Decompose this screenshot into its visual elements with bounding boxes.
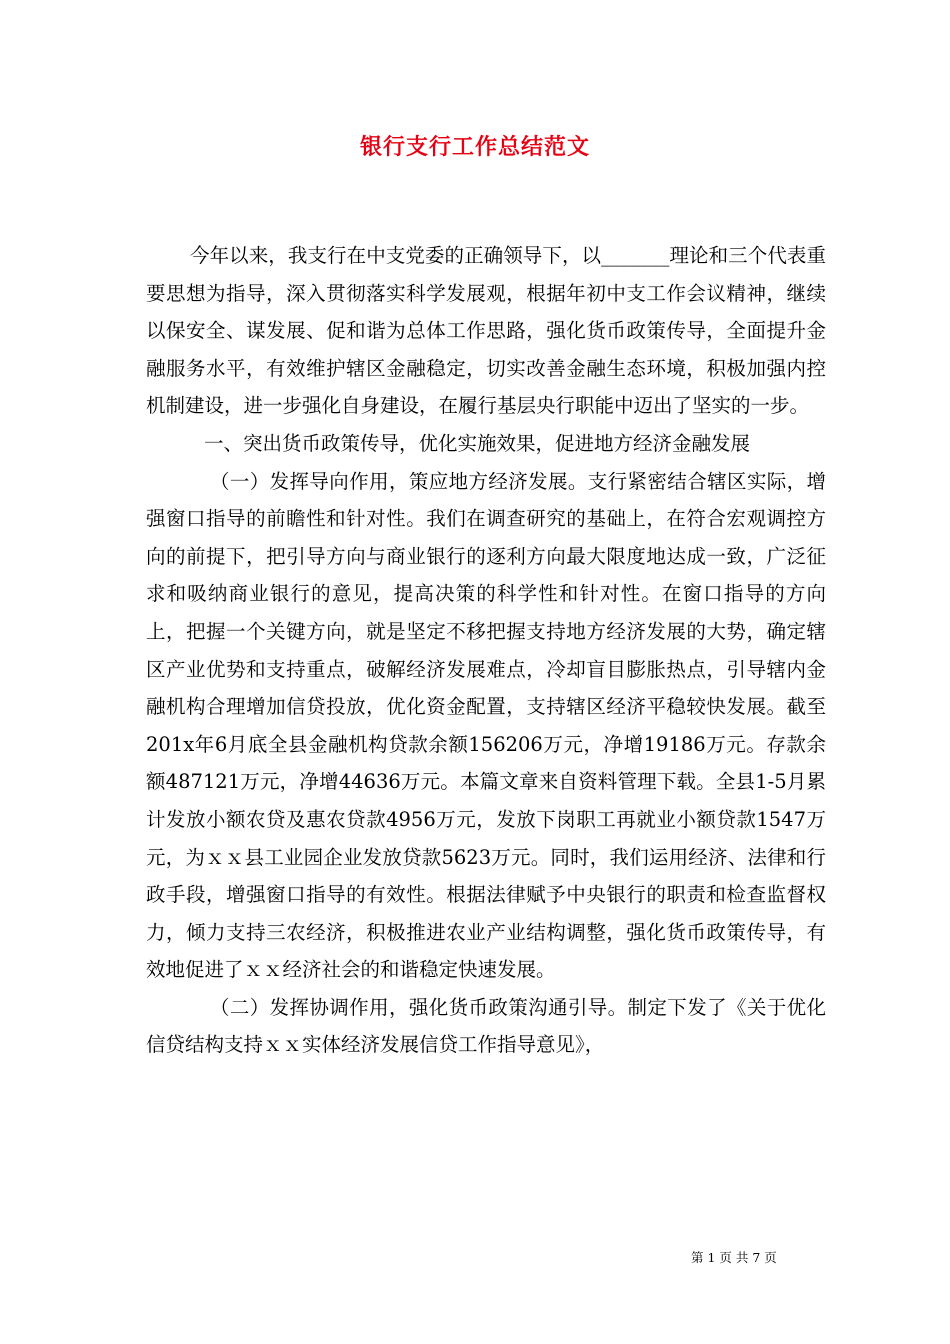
page-number-footer: 第 1 页 共 7 页 <box>691 1250 777 1265</box>
document-body <box>146 237 826 1064</box>
section-heading-1: 一、突出货币政策传导，优化实施效果，促进地方经济金融发展 <box>204 431 751 455</box>
document-title: 银行支行工作总结范文 <box>359 134 590 160</box>
subsection-paragraph-2: （二）发挥协调作用，强化货币政策沟通引导。制定下发了《关于优化信贷结构支持ｘｘ实体经济发展信贷工作指导意见》， <box>146 995 826 1057</box>
subsection-paragraph-1: （一）发挥导向作用，策应地方经济发展。支行紧密结合辖区实际，增强窗口指导的前瞻性和针对性。我们在调查研究的基础上，在符合宏观调控方向的前提下，把引导方向与商业银行的逐利方向最大限度地达成一致，广泛征求和吸纳商业银行的意见，提高决策的科学性和针对性。在窗口指导的方向上，把握一个关键方向，就是坚定不移把握支持地方经济发展的大势，确定辖区产业优势和支持重点，破解经济发展难点，冷却盲目膨胀热点，引导辖内金融机构合理增加信贷投放，优化资金配置，支持辖区经济平稳较快发展。截至201x年6月底全县金融机构贷款余额156206万元，净增19186万元。存款余额487121万元，净增44636万元。本篇文章来自资料管理下载。全县1-5月累计发放小额农贷及惠农贷款4956万元，发放下岗职工再就业小额贷款1547万元，为ｘｘ县工业园企业发放贷款5623万元。同时，我们运用经济、法律和行政手段，增强窗口指导的有效性。根据法律赋予中央银行的职责和检查监督权力，倾力支持三农经济，积极推进农业产业结构调整，强化货币政策传导，有效地促进了ｘｘ经济社会的和谐稳定快速发展。 <box>146 469 826 982</box>
intro-paragraph: 今年以来，我支行在中支党委的正确领导下，以_______理论和三个代表重要思想为指导，深入贯彻落实科学发展观，根据年初中支工作会议精神，继续以保安全、谋发展、促和谐为总体工作思路，强化货币政策传导，全面提升金融服务水平，有效维护辖区金融稳定，切实改善金融生态环境，积极加强内控机制建设，进一步强化自身建设，在履行基层央行职能中迈出了坚实的一步。 <box>146 244 826 418</box>
